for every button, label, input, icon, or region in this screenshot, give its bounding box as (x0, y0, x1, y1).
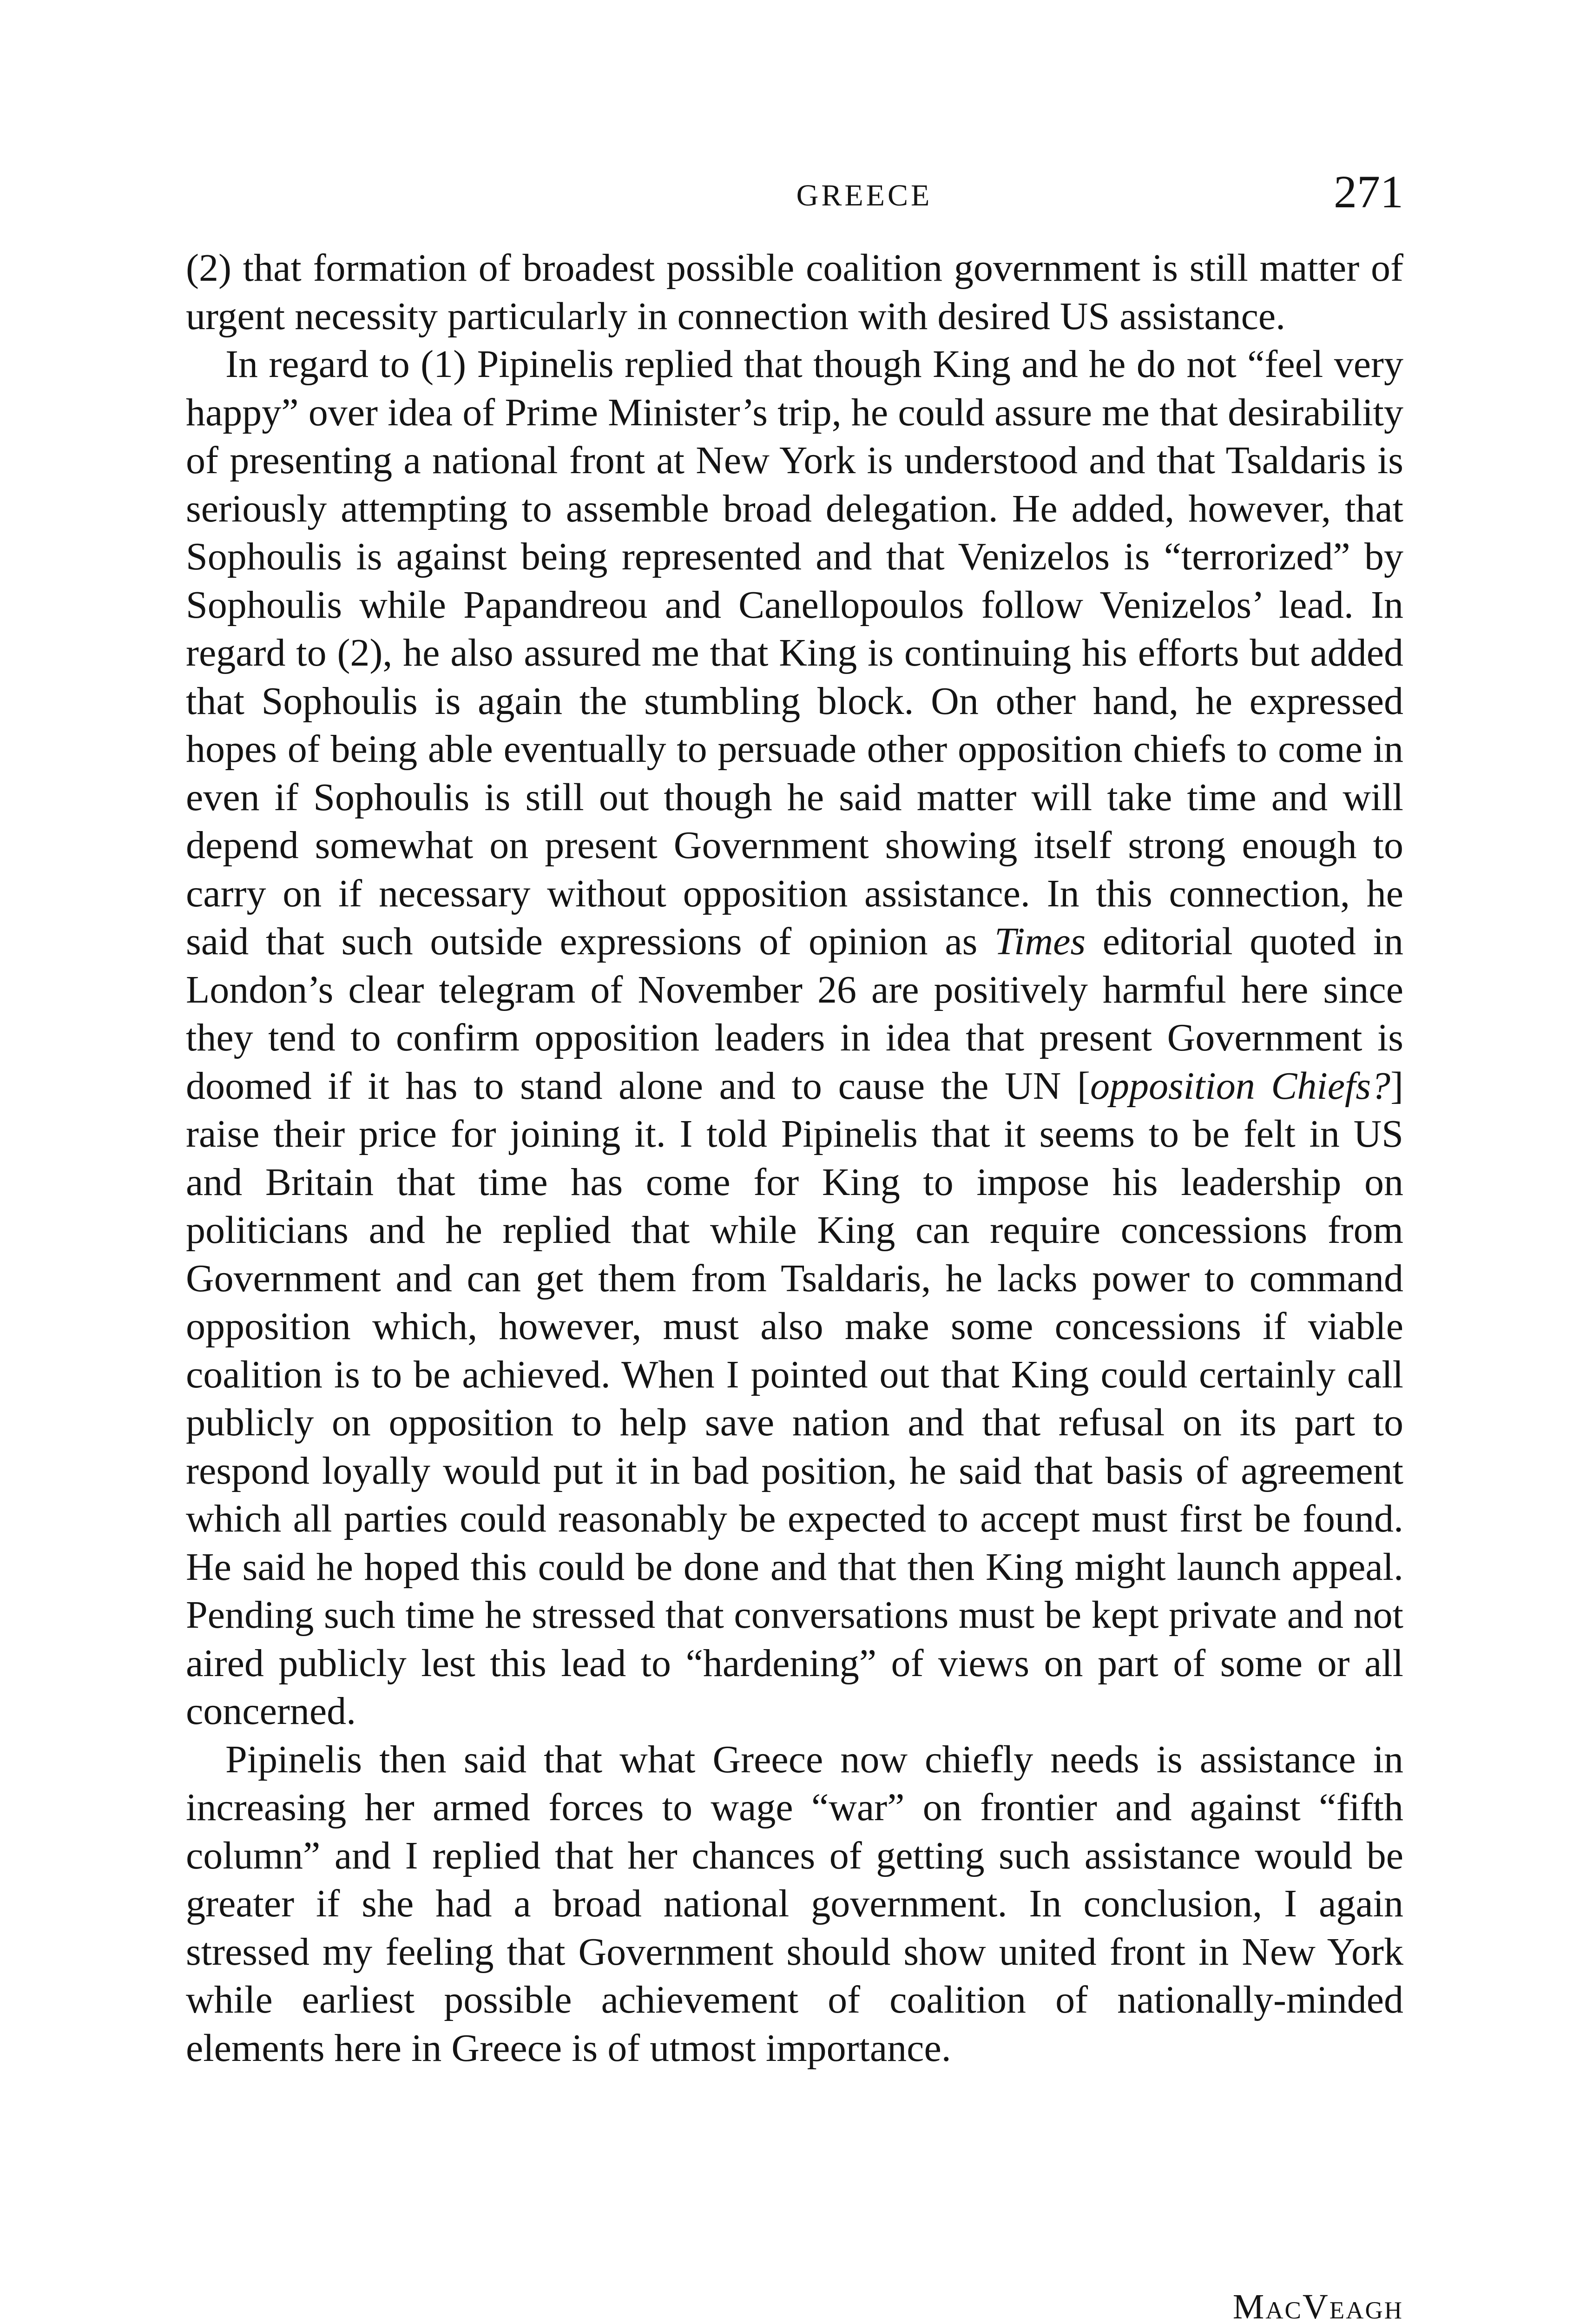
signature: MacVeagh (1232, 2287, 1403, 2324)
italic-times: Times (994, 920, 1086, 963)
paragraph-text: In regard to (1) Pipinelis replied that though King and he do not “feel very happy” over idea of Prime Minister’s trip, he could assure me that desirability of presenting a national front at New York is understood and that Tsaldaris is seriously attempting to assemble broad delegation. He added, however, that Sophoulis is against being represented and that Venizelos is “terrorized” by Sophoulis while Papandreou and Canellopoulos follow Venizelos’ lead. In regard to (2), he also assured me that King is continuing his efforts but added that Sophoulis is again the stumbling block. On other hand, he expressed hopes of being able eventually to persuade other opposition chiefs to come in even if Sophoulis is still out though he said matter will take time and will depend somewhat on present Government showing itself strong enough to carry on if necessary without opposition assistance. In this connection, he said that such outside expressions of opinion as (186, 343, 1403, 963)
paragraph-text: ] raise their price for joining it. I told Pipinelis that it seems to be felt in US and Britain that time has come for King to impose his leadership on politicians and he replied that while King can require concessions from Government and can get them from Tsaldaris, he lacks power to command opposition which, however, must also make some concessions if viable coalition is to be achieved. When I pointed out that King could certainly call publicly on opposition to help save nation and that refusal on its part to respond loyally would put it in bad position, he said that basis of agreement which all parties could reasonably be expected to accept must first be found. He said he hoped this could be done and that then King might launch appeal. Pending such time he stressed that conversations must be kept private and not aired publicly lest this lead to “hardening” of views on part of some or all concerned. (186, 1064, 1403, 1733)
running-head: GREECE (796, 178, 933, 212)
italic-bracket-note: opposition Chiefs? (1090, 1064, 1391, 1108)
paragraph-conclusion: Pipinelis then said that what Greece now chiefly needs is assistance in increasing her armed forces to wage “war” on frontier and against “fifth column” and I replied that her chances of getting such assistance would be greater if she had a broad national government. In conclusion, I again stressed my feeling that Government should show united front in New York while earliest possible achievement of coalition of nationally-minded elements here in Greece is of utmost importance. (186, 1737, 1403, 2070)
page-header (186, 165, 1403, 225)
page-number: 271 (1334, 166, 1403, 218)
paragraph-pipinelis-reply (186, 340, 1403, 1736)
paragraph-text: editorial quoted in London’s clear telegram of November 26 are positively harmful here since they tend to confirm opposition leaders in idea that present Government is doomed if it has to stand alone and to cause the UN [ (186, 920, 1404, 1108)
paragraph-continuation: (2) that formation of broadest possible coalition government is still matter of urgent necessity particularly in connection with desired US assistance. (186, 246, 1403, 338)
document-body (186, 244, 1403, 2072)
